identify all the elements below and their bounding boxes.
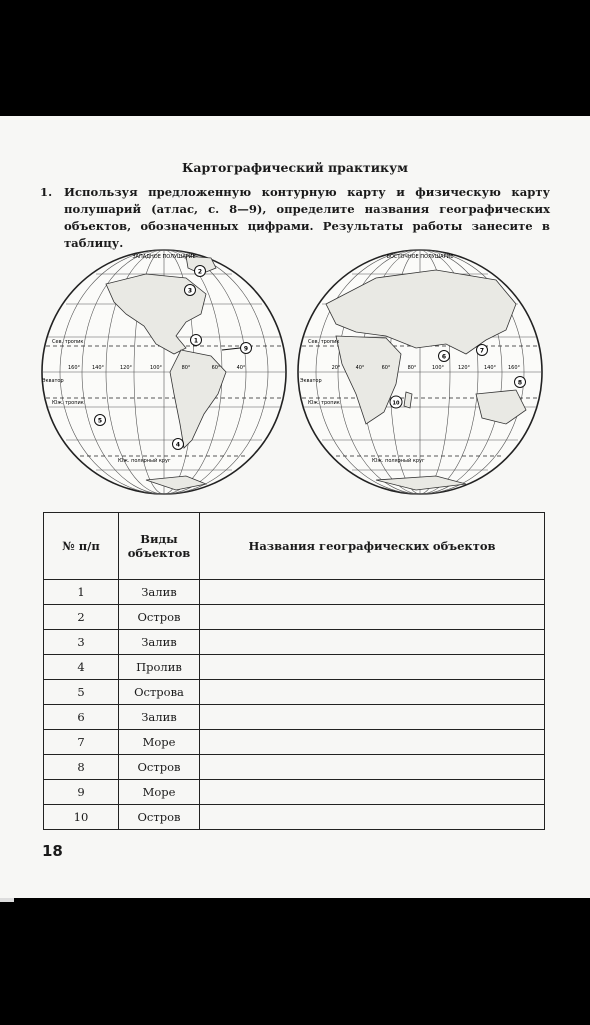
east-map-title: ВОСТОЧНОЕ ПОЛУШАРИЕ xyxy=(386,254,454,260)
row-answer-cell[interactable] xyxy=(200,655,545,680)
row-type: Остров xyxy=(119,605,200,630)
task-1 xyxy=(40,184,550,252)
table-row xyxy=(44,605,545,630)
task-text: Используя предложенную контурную карту и физическую карту полушарий (атлас, с. 8—9), определите названия географических объектов, обозначенных цифрами. Результаты работы занесите в таблицу. xyxy=(64,185,550,250)
row-answer-cell[interactable] xyxy=(200,680,545,705)
east-lon-label: 80° xyxy=(407,365,417,371)
row-num: 5 xyxy=(44,680,119,705)
table-row xyxy=(44,680,545,705)
table-row xyxy=(44,630,545,655)
east-equator: Экватор xyxy=(300,378,322,384)
screen-edge xyxy=(0,898,14,902)
west-tropic-south: Юж. тропик xyxy=(52,400,84,406)
page-title: Картографический практикум xyxy=(182,160,408,175)
marker-5: 5 xyxy=(97,417,103,425)
page-number: 18 xyxy=(42,842,63,860)
row-num: 10 xyxy=(44,805,119,830)
marker-9: 9 xyxy=(243,345,249,353)
west-lon-label: 160° xyxy=(67,365,81,371)
east-polar-south: Юж. полярный круг xyxy=(372,458,425,464)
east-lon-label: 100° xyxy=(431,365,445,371)
eastern-hemisphere xyxy=(298,250,542,494)
marker-2: 2 xyxy=(197,268,203,276)
row-answer-cell[interactable] xyxy=(200,805,545,830)
row-type: Море xyxy=(119,730,200,755)
header-name: Названия географических объектов xyxy=(200,513,545,580)
east-tropic-north: Сев. тропик xyxy=(308,339,340,345)
west-lon-label: 140° xyxy=(91,365,105,371)
row-type: Залив xyxy=(119,630,200,655)
row-num: 8 xyxy=(44,755,119,780)
row-answer-cell[interactable] xyxy=(200,580,545,605)
west-lon-label: 80° xyxy=(181,365,191,371)
row-type: Пролив xyxy=(119,655,200,680)
east-lon-label: 140° xyxy=(483,365,497,371)
row-type: Залив xyxy=(119,580,200,605)
west-equator: Экватор xyxy=(42,378,64,384)
row-answer-cell[interactable] xyxy=(200,630,545,655)
row-num: 4 xyxy=(44,655,119,680)
row-answer-cell[interactable] xyxy=(200,605,545,630)
table-row xyxy=(44,805,545,830)
marker-4: 4 xyxy=(175,441,181,449)
east-lon-label: 120° xyxy=(457,365,471,371)
row-type: Острова xyxy=(119,680,200,705)
western-hemisphere xyxy=(42,250,286,494)
table-row xyxy=(44,780,545,805)
row-num: 7 xyxy=(44,730,119,755)
row-type: Остров xyxy=(119,805,200,830)
hemispheres-map xyxy=(36,244,556,499)
marker-6: 6 xyxy=(441,353,447,361)
west-polar-south: Юж. полярный круг xyxy=(118,458,171,464)
marker-7: 7 xyxy=(479,347,485,355)
marker-8: 8 xyxy=(517,379,523,387)
row-num: 6 xyxy=(44,705,119,730)
east-lon-label: 160° xyxy=(507,365,521,371)
east-lon-label: 20° xyxy=(331,365,341,371)
row-type: Залив xyxy=(119,705,200,730)
row-type: Море xyxy=(119,780,200,805)
answer-table xyxy=(43,512,545,830)
west-map-title: ЗАПАДНОЕ ПОЛУШАРИЕ xyxy=(132,254,196,260)
row-num: 3 xyxy=(44,630,119,655)
east-tropic-south: Юж. тропик xyxy=(308,400,340,406)
task-number: 1. xyxy=(40,185,53,199)
table-row xyxy=(44,730,545,755)
table-row xyxy=(44,655,545,680)
west-lon-label: 100° xyxy=(149,365,163,371)
row-answer-cell[interactable] xyxy=(200,780,545,805)
west-lon-label: 40° xyxy=(236,365,246,371)
row-type: Остров xyxy=(119,755,200,780)
west-lon-label: 60° xyxy=(211,365,221,371)
row-num: 9 xyxy=(44,780,119,805)
west-tropic-north: Сев. тропик xyxy=(52,339,84,345)
table-row xyxy=(44,580,545,605)
marker-1: 1 xyxy=(193,337,199,345)
row-num: 2 xyxy=(44,605,119,630)
row-num: 1 xyxy=(44,580,119,605)
table-row xyxy=(44,755,545,780)
row-answer-cell[interactable] xyxy=(200,755,545,780)
marker-3: 3 xyxy=(187,287,193,295)
row-answer-cell[interactable] xyxy=(200,705,545,730)
table-row xyxy=(44,705,545,730)
west-lon-label: 120° xyxy=(119,365,133,371)
header-num: № п/п xyxy=(44,513,119,580)
row-answer-cell[interactable] xyxy=(200,730,545,755)
east-lon-label: 60° xyxy=(381,365,391,371)
marker-10: 10 xyxy=(392,400,400,407)
header-type: Виды объектов xyxy=(119,513,200,580)
workbook-page xyxy=(0,116,590,898)
east-lon-label: 40° xyxy=(355,365,365,371)
